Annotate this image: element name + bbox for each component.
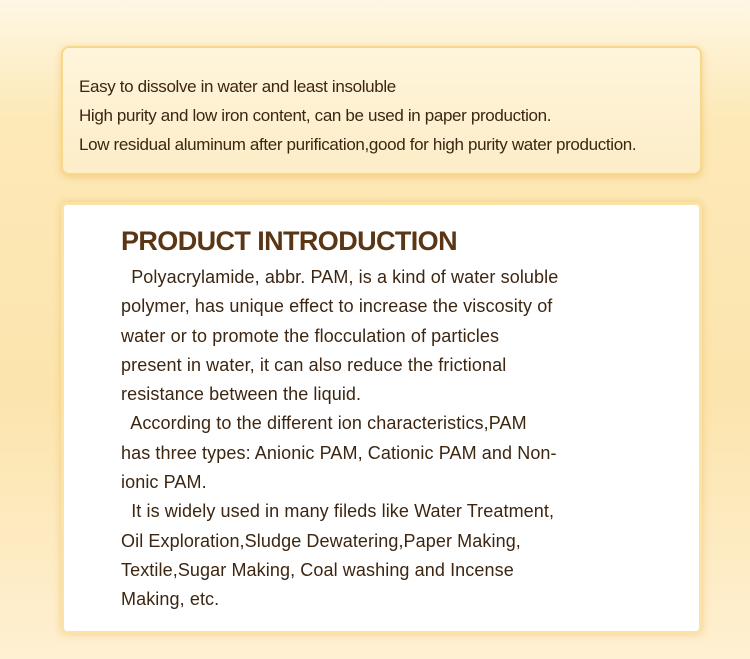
body-line: Polyacrylamide, abbr. PAM, is a kind of water soluble	[121, 267, 559, 287]
body-line: It is widely used in many fileds like Water Treatment,	[121, 501, 555, 522]
features-card	[61, 46, 702, 175]
feature-line: Low residual aluminum after purification,good for high purity water production.	[79, 135, 637, 154]
introduction-body	[121, 263, 699, 615]
body-line: polymer, has unique effect to increase the viscosity of	[121, 296, 553, 317]
body-line: According to the different ion characteristics,PAM	[121, 413, 527, 434]
body-line: ionic PAM.	[121, 472, 207, 493]
feature-line: Easy to dissolve in water and least insoluble	[79, 77, 396, 96]
body-line: resistance between the liquid.	[121, 384, 362, 405]
body-line: Textile,Sugar Making, Coal washing and Incense	[121, 559, 514, 580]
body-line: Making, etc.	[121, 589, 220, 610]
body-line: has three types: Anionic PAM, Cationic PAM and Non-	[121, 442, 557, 463]
body-line: water or to promote the flocculation of particles	[121, 325, 500, 346]
body-line: Oil Exploration,Sludge Dewatering,Paper Making,	[121, 530, 521, 551]
feature-line: High purity and low iron content, can be used in paper production.	[79, 106, 552, 125]
body-line: present in water, it can also reduce the frictional	[121, 354, 507, 375]
product-introduction-card	[61, 202, 702, 634]
section-title: PRODUCT INTRODUCTION	[121, 226, 457, 256]
